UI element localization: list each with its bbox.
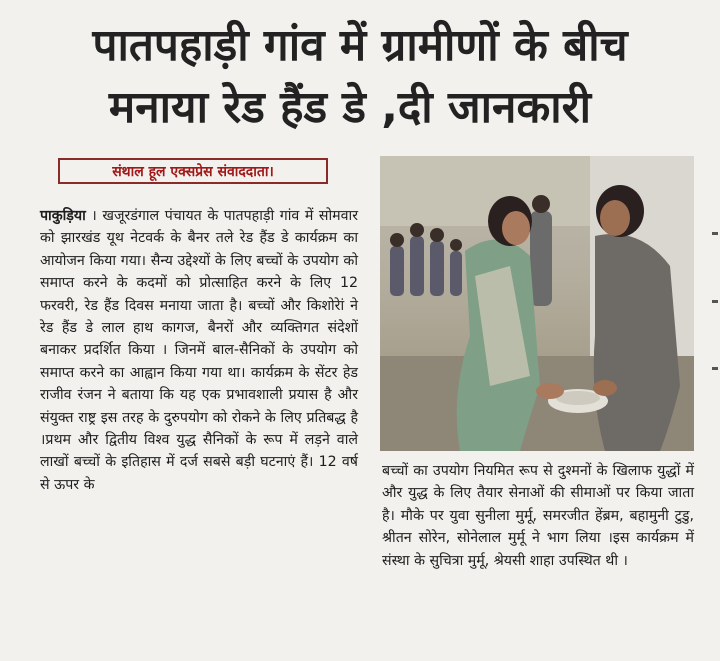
article-left-text: । खजूरडंगाल पंचायत के पातपहाड़ी गांव में सोमवार को झारखंड यूथ नेटवर्क के बैनर तले रेड हैंड डे कार्यक्रम का आयोजन किया गया। सैन्य उद्देश्यों के लिए बच्चों के उपयोग को समाप्त करने के कदमों को प्रोत्साहित करने के लिए 12 फरवरी, रेड हैंड दिवस मनाया जाता है। बच्चों और किशोरेां ने रेड हैंड डे लाल हाथ कागज, बैनरों और व्यक्तिगत संदेशों बनाकर प्रदर्शित किया । जिनमें बाल-सैनिकों के उपयोग को समाप्त करने का आह्वान किया गया था। कार्यक्रम के सेंटर हेड राजीव रंजन ने बताया कि यह एक प्रभावशाली प्रयास है और संयुक्त राष्ट्र इस तरह के दुरुपयोग को रोकने के लिए प्रतिबद्ध है ।प्रथम और द्वितीय विश्व युद्ध सैनिकों के रूप में लड़ने वाले लाखों बच्चों के इतिहास में दर्ज सबसे बड़ी घटनाएं हैं। 12 वर्ष से ऊपर के (40, 208, 358, 493)
byline: संथाल हूल एक्सप्रेस संवाददाता। (112, 163, 274, 180)
article-right-column: बच्चों का उपयोग नियमित रूप से दुश्मनों के खिलाफ युद्धों में और युद्ध के लिए तैयार सेनाओं की सीमाओं पर किया जाता है। मौके पर युवा सुनीला मुर्मू, समरजीत हेंब्रम, बहामुनी टुडु, श्रीतन सोरेन, सोनेलाल मुर्मू ने भाग लिया ।इस कार्यक्रम में संस्था के सुचित्रा मुर्मू, श्रेयसी शाहा उपस्थित थी । (382, 463, 694, 569)
news-photo (380, 156, 694, 451)
news-photo-icon (380, 156, 694, 451)
article-left-column (40, 205, 358, 496)
headline-line-2: मनाया रेड हैंड डे ,दी जानकारी (108, 82, 592, 133)
page-edge-mark (712, 300, 718, 303)
dateline: पाकुड़िया (40, 208, 86, 224)
headline-line-1: पातपहाड़ी गांव में ग्रामीणों के बीच (92, 20, 628, 71)
page-edge-mark (712, 232, 718, 235)
byline-box (58, 158, 328, 184)
page-edge-mark (712, 367, 718, 370)
